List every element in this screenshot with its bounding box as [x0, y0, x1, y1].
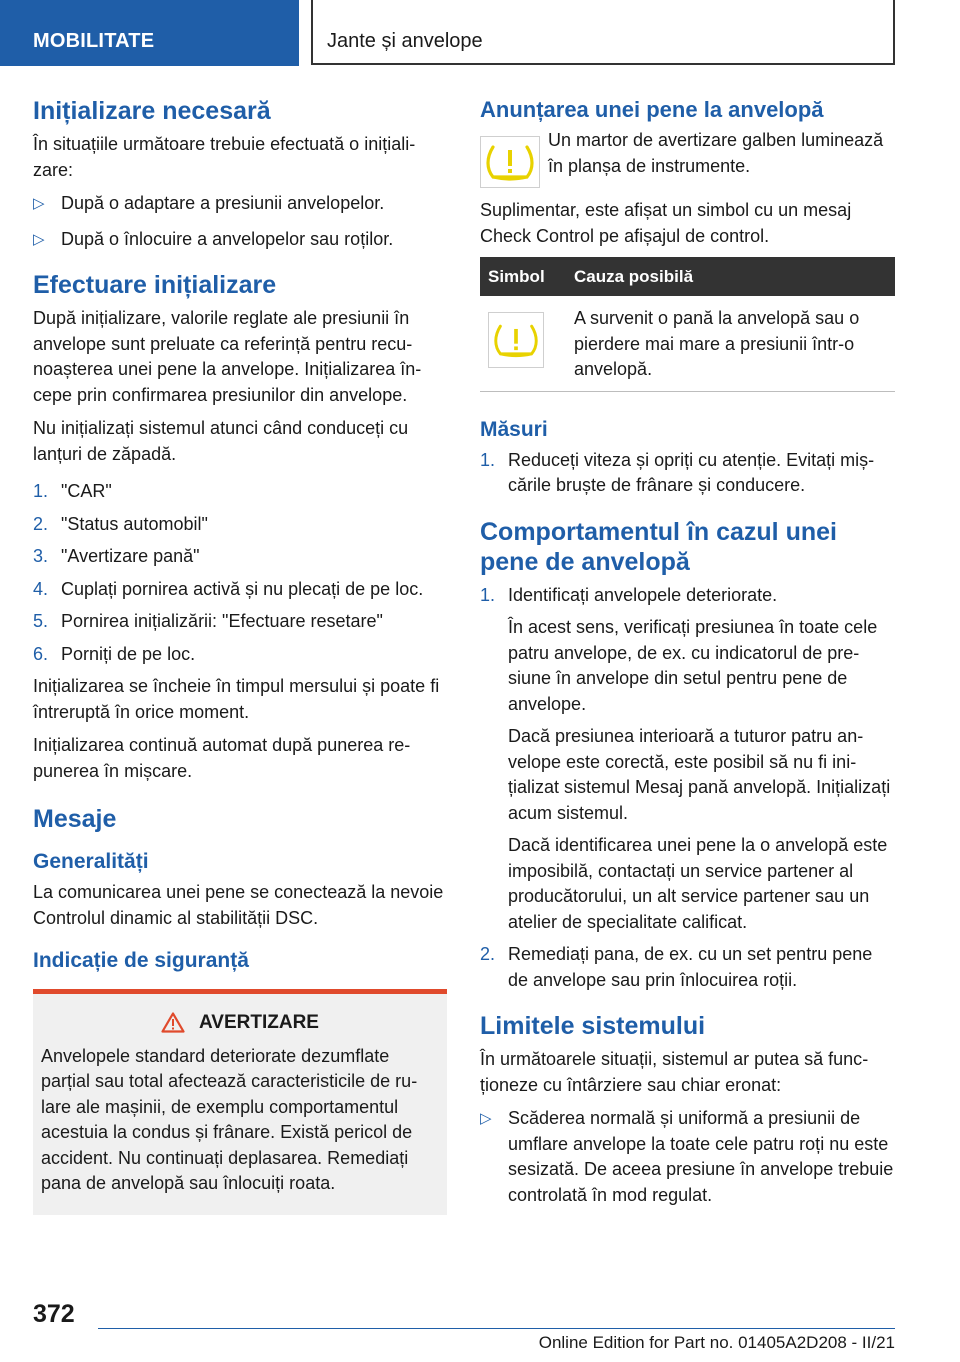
table-header-symbol: Simbol	[480, 257, 566, 296]
general-text: La comunicarea unei pene se conectează la nevoie Controlul dinamic al stabilității DSC.	[33, 882, 444, 928]
lamp-text: Un martor de avertizare galben luminează în planșa de instrumente.	[548, 130, 884, 176]
warning-label: AVERTIZARE	[199, 1012, 319, 1033]
step-item: 4. Cuplați pornirea activă și nu plecați de pe loc.	[33, 578, 424, 599]
list-item: ▷ După o înlocuire a anvelopelor sau roților.	[33, 227, 447, 253]
step-item: 3. "Avertizare pană"	[33, 546, 200, 566]
heading-measures: Măsuri	[480, 417, 548, 441]
table-header-cause: Cauza posibilă	[566, 257, 895, 296]
warning-box	[33, 989, 447, 1215]
step-item: 1. "CAR"	[33, 481, 112, 501]
tire-pressure-symbol	[488, 312, 544, 368]
step-item: 2. "Status automobil"	[33, 513, 208, 534]
step-detail: În acest sens, verificați presiunea în toate cele patru anvelope, de ex. cu indicatorul de presiune în anvelope din setul pentru pene de anvelope.	[508, 617, 878, 714]
warning-triangle-icon	[161, 1012, 185, 1033]
page-number: 372	[33, 1300, 75, 1328]
warning-text: Anvelopele standard deteriorate dezumflate parțial sau total afectează caracteristicile de rulare ale mașinii, de exemplu comportamentul acestuia la condus și frânare. Există pericol de accident. Nu continuați deplasarea. Remediați pana de anvelopă sau înlocuiți roata.	[41, 1045, 418, 1193]
edition-label: Online Edition for Part no. 01405A2D208 - II/21	[538, 1333, 895, 1352]
tire-pressure-lamp	[480, 136, 540, 188]
heading-behavior: Comportamentul în cazul unei pene de anvelopă	[480, 517, 837, 576]
step-item: 1. Identificați anvelopele deteriorate.	[480, 584, 778, 605]
list-item: ▷ Scăderea normală și uniformă a presiunii de umflare anvelope la toate cele patru roți nu este sesizată. De aceea presiune în anvelope trebuie controlată în mod regulat.	[480, 1108, 894, 1205]
table-row	[480, 296, 895, 391]
footer-divider	[98, 1328, 895, 1329]
table-cell-cause: A survenit o pană la anvelopă sau o pierdere mai mare a presiunii într-o anvelopă.	[566, 296, 895, 391]
do-init-paragraph-2: Nu inițializați sistemul atunci când conduceți cu lanțuri de zăpadă.	[33, 418, 409, 464]
limits-intro: În următoarele situații, sistemul ar putea să funcționeze cu întârziere sau chiar eronat:	[480, 1049, 869, 1095]
heading-init-needed: Inițializare necesară	[33, 97, 271, 125]
left-column	[33, 96, 447, 1215]
tire-pressure-warning-icon	[493, 320, 539, 360]
step-detail: Dacă presiunea interioară a tuturor patru anvelope este corectă, este posibil să nu fi inițializat sistemul Mesaj pană anvelopă. Inițializați acum sistemul.	[508, 726, 891, 823]
heading-limits: Limitele sistemului	[480, 1012, 706, 1040]
lamp-row	[480, 128, 895, 188]
bullet-triangle-icon: ▷	[33, 195, 45, 212]
do-init-paragraph-4: Inițializarea continuă automat după punerea repunerea în mișcare.	[33, 735, 411, 781]
heading-announce: Anunțarea unei pene la anvelopă	[480, 97, 824, 122]
step-item: 5. Pornirea inițializării: "Efectuare resetare"	[33, 611, 383, 631]
heading-safety: Indicație de siguranță	[33, 949, 249, 972]
heading-messages: Mesaje	[33, 805, 117, 833]
right-column	[480, 96, 895, 1218]
heading-do-init: Efectuare inițializare	[33, 271, 277, 299]
step-item: 1. Reduceți viteza și opriți cu atenție. Evitați mișcările bruște de frânare și conducere.	[480, 449, 875, 495]
announce-paragraph: Suplimentar, este afișat un simbol cu un mesaj Check Control pe afișajul de control.	[480, 200, 852, 246]
step-item: 2. Remediați pana, de ex. cu un set pentru pene de anvelope sau prin înlocuirea roții.	[480, 944, 873, 990]
step-item: 6. Porniți de pe loc.	[33, 643, 196, 664]
chapter-title: Jante și anvelope	[311, 0, 895, 65]
bullet-triangle-icon: ▷	[480, 1110, 492, 1127]
page-header	[0, 0, 960, 66]
do-init-paragraph-1: După inițializare, valorile reglate ale presiunii în anvelope sunt preluate ca referință pentru recunoașterea unei pene la anvelope. Inițializarea începe prin confirmarea presiunilor din anvelope.	[33, 308, 422, 405]
list-item: ▷ După o adaptare a presiunii anvelopelor.	[33, 191, 447, 217]
do-init-paragraph-3: Inițializarea se încheie în timpul mersului și poate fi întreruptă în orice moment.	[33, 676, 440, 722]
bullet-triangle-icon: ▷	[33, 230, 45, 248]
heading-general: Generalități	[33, 850, 149, 873]
init-needed-intro: În situațiile următoare trebuie efectuată o inițializare:	[33, 134, 416, 180]
warning-header	[41, 1010, 439, 1036]
section-tab: MOBILITATE	[0, 0, 299, 66]
step-detail: Dacă identificarea unei pene la o anvelopă este imposibilă, contactați un service partener al producătorului, un alt service partener sau un atelier de specialitate calificat.	[508, 835, 888, 932]
symbol-table	[480, 257, 895, 392]
tire-pressure-warning-icon	[485, 141, 535, 183]
